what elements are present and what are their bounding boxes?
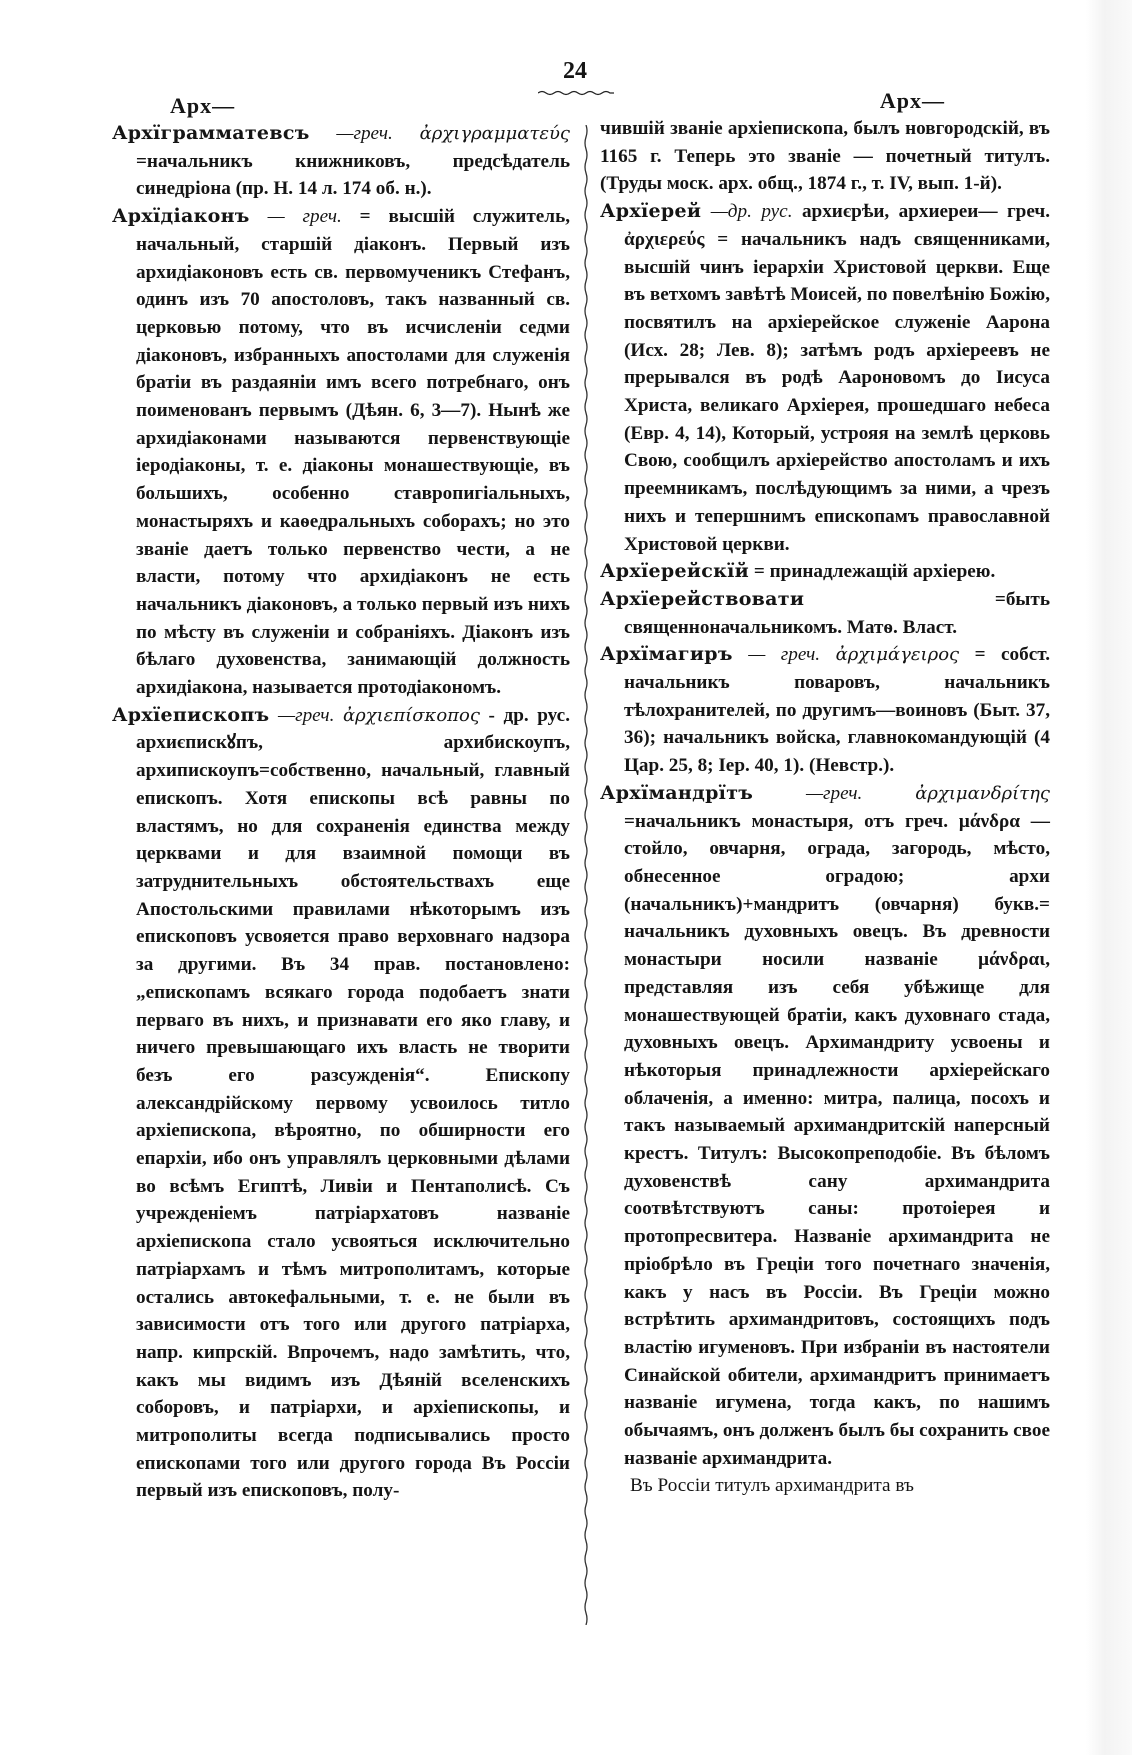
column-divider xyxy=(582,125,590,1625)
entry-definition: архиєрѣи, архиереи— греч. ἀρχιερεύς = начальникъ надъ священниками, высшій чинъ іерархіи Христовой церкви. Еще въ ветхомъ завѣтѣ Моисей, по повелѣнію Божію, посвятилъ на архіерейское служеніе Аарона (Исх. 28; Лев. 8); затѣмъ родъ архіереевъ не прерывался въ родѣ Аароновомъ до Іисуса Христа, великаго Архіерея, прошедшаго небеса (Евр. 4, 14), Который, устрояя на землѣ церковь Свою, сообщилъ архіерейство апостоламъ и ихъ преемникамъ, послѣдующимъ за ними, а чрезъ нихъ и тепершнимъ епископамъ православной Христовой церкви. xyxy=(624,201,1050,555)
entry-headword: Архїерей xyxy=(600,200,702,223)
entry-headword: Архїмандрїтъ xyxy=(600,781,754,804)
page-number: 24 xyxy=(563,58,587,84)
entry-definition: =начальникъ книжниковъ, предсѣдатель синедріона (пр. Н. 14 л. 174 об. н.). xyxy=(136,150,570,200)
entry-headword: Архїерейскїй xyxy=(600,560,750,583)
entry-definition: = принадлежащій архіерею. xyxy=(753,561,996,583)
entry-headword: Архїдіаконъ xyxy=(112,205,250,228)
paragraph-text: Въ Россіи титулъ архимандрита въ xyxy=(630,1475,914,1497)
entry-definition: =начальникъ монастыря, отъ греч. μάνδρα — стойло, овчарня, ограда, загородь, мѣсто, обнесенное оградою; архи (начальникъ)+мандритъ (овчарня) букв.= начальникъ духовныхъ овецъ. Въ древности монастыри носили названіе μάνδραι, представляя изъ себя убѣжище для монашествующей братіи, какъ духовнаго стада, духовныхъ овецъ. Архимандриту усвоены и нѣкоторыя принадлежности архіерейскаго облаченія, а именно: митра, палица, посохъ и такъ называемый архимандритскій наперсный крестъ. Титулъ: Высокопреподобіе. Въ бѣломъ духовенствѣ сану архимандрита соотвѣтствуютъ саны: протоіерея и протопресвитера. Названіе архимандрита не пріобрѣло въ Греціи того почетнаго значенія, какъ у насъ въ Россіи. Въ Греціи можно встрѣтить архимандритовъ, состоящихъ подъ властію игуменовъ. При избраніи въ настоятели Синайской обители, архимандритъ принимаетъ названіе игумена, тогда какъ, по нашимъ обычаямъ, онъ долженъ былъ бы сохранить свое названіе архимандрита. xyxy=(624,810,1050,1469)
left-column xyxy=(112,92,570,1505)
entry-definition: - др. рус. архиєпискꙋпъ, архибискоупъ, архипискоупъ=собственно, начальный, главный епископъ. Хотя епископы всѣ равны по властямъ, но для сохраненія единства между церквами и для взаимной помощи въ затруднительныхъ обстоятельствахъ еще Апостольскими правилами нѣкоторымъ изъ епископовъ усвояется право верховнаго надзора за другими. Въ 34 прав. постановлено: „епископамъ всякаго города подобаетъ знати перваго въ нихъ, и признавати его яко главу, и ничего превышающаго ихъ власть не творити безъ его разсужденія“. Епископу александрійскому первому усвоилось титло архіепископа, вѣроятно, по обширности его епархіи, ибо онъ управлялъ церковными дѣлами во всѣмъ Египтѣ, Ливіи и Пентаполисѣ. Съ учрежденіемъ патріархатовъ названіе архіепископа стало усвояться исключительно патріархамъ и тѣмъ митрополитамъ, которые остались автокефальными, т. е. не были въ зависимости отъ того или другого патріарха, напр. кипрскій. Впрочемъ, надо замѣтить, что, какъ мы видимъ изъ Дѣяній вселенскихъ соборовъ, и патріархи, и архіепископы, и митрополиты всегда подписывались просто епископами того или другого города Въ Россіи первый изъ епископовъ, полу- xyxy=(136,704,570,1502)
entry-language: —др. рус. xyxy=(710,201,793,223)
dictionary-entry xyxy=(600,780,1050,1473)
dictionary-entry xyxy=(600,558,1050,586)
entry-greek-etymon: ἀρχιμάγειρος xyxy=(835,644,960,666)
running-head-right: Арх— xyxy=(879,88,945,113)
page-edge-shadow xyxy=(1086,0,1132,1755)
entry-headword: Архїграмматевсъ xyxy=(112,122,310,144)
entry-greek-etymon: ἀρχιμανδρίτης xyxy=(915,782,1051,804)
dictionary-entry xyxy=(112,702,570,1505)
trailing-paragraph xyxy=(600,1472,1050,1500)
entry-language: — греч. xyxy=(267,206,342,228)
entry-headword: Архїерействовати xyxy=(600,587,805,610)
dictionary-entry xyxy=(112,120,570,203)
entry-language: — греч. xyxy=(748,644,821,666)
entry-greek-etymon: ἀρχιεπίσκοπος xyxy=(342,704,480,726)
running-head-left: Арх— xyxy=(170,93,236,118)
continued-definition: чившій званіе архіепископа, былъ новгородскій, въ 1165 г. Теперь это званіе — почетный титулъ. (Труды моск. арх. общ., 1874 г., т. IV, вып. 1-й). xyxy=(600,118,1050,195)
dictionary-entry xyxy=(600,586,1050,641)
entry-headword: Архїмагиръ xyxy=(600,643,733,666)
entry-language: —греч. xyxy=(336,123,393,144)
entry-definition: = высшій служитель, начальный, старшій діаконъ. Первый изъ архидіаконовъ есть св. первомученикъ Стефанъ, одинъ изъ 70 апостоловъ, такъ названный св. церковью потому, что въ исчисленіи седми діаконовъ, избранныхъ апостолами для служенія братіи въ раздаяніи имъ всего потребнаго, онъ поименованъ первымъ (Дѣян. 6, 3—7). Нынѣ же архидіаконами называются первенствующіе іеродіаконы, т. е. діаконы монашествующіе, въ большихъ, особенно ставропигіальныхъ, монастыряхъ и каѳедральныхъ соборахъ; но это званіе даетъ только первенство чести, а не власти, потому что архидіаконъ не есть начальникъ діаконовъ, а только первый изъ нихъ по мѣсту въ служеніи и собраніяхъ. Діаконъ изъ бѣлаго духовенства, занимающій должность архидіакона, называется протодіакономъ. xyxy=(136,206,571,699)
dictionary-entry xyxy=(600,198,1050,558)
entry-language: —греч. xyxy=(278,704,335,726)
dictionary-entry xyxy=(600,641,1050,780)
right-column xyxy=(600,88,1051,1500)
entry-greek-etymon: ἀρχιγραμματεύς xyxy=(419,123,571,144)
entry-headword: Архїепископъ xyxy=(112,703,270,726)
dictionary-entry xyxy=(112,203,570,702)
entry-continuation xyxy=(600,115,1050,198)
entry-language: —греч. xyxy=(806,782,863,804)
entry-definition: = собст. начальникъ поваровъ, начальникъ тѣлохранителей, по другимъ—воиновъ (Быт. 37, 36); начальникъ войска, главнокомандующій (4 Цар. 25, 8; Іер. 40, 1). (Невстр.). xyxy=(624,644,1051,777)
entry-definition: =быть священноначальникомъ. Матѳ. Власт. xyxy=(624,588,1050,638)
